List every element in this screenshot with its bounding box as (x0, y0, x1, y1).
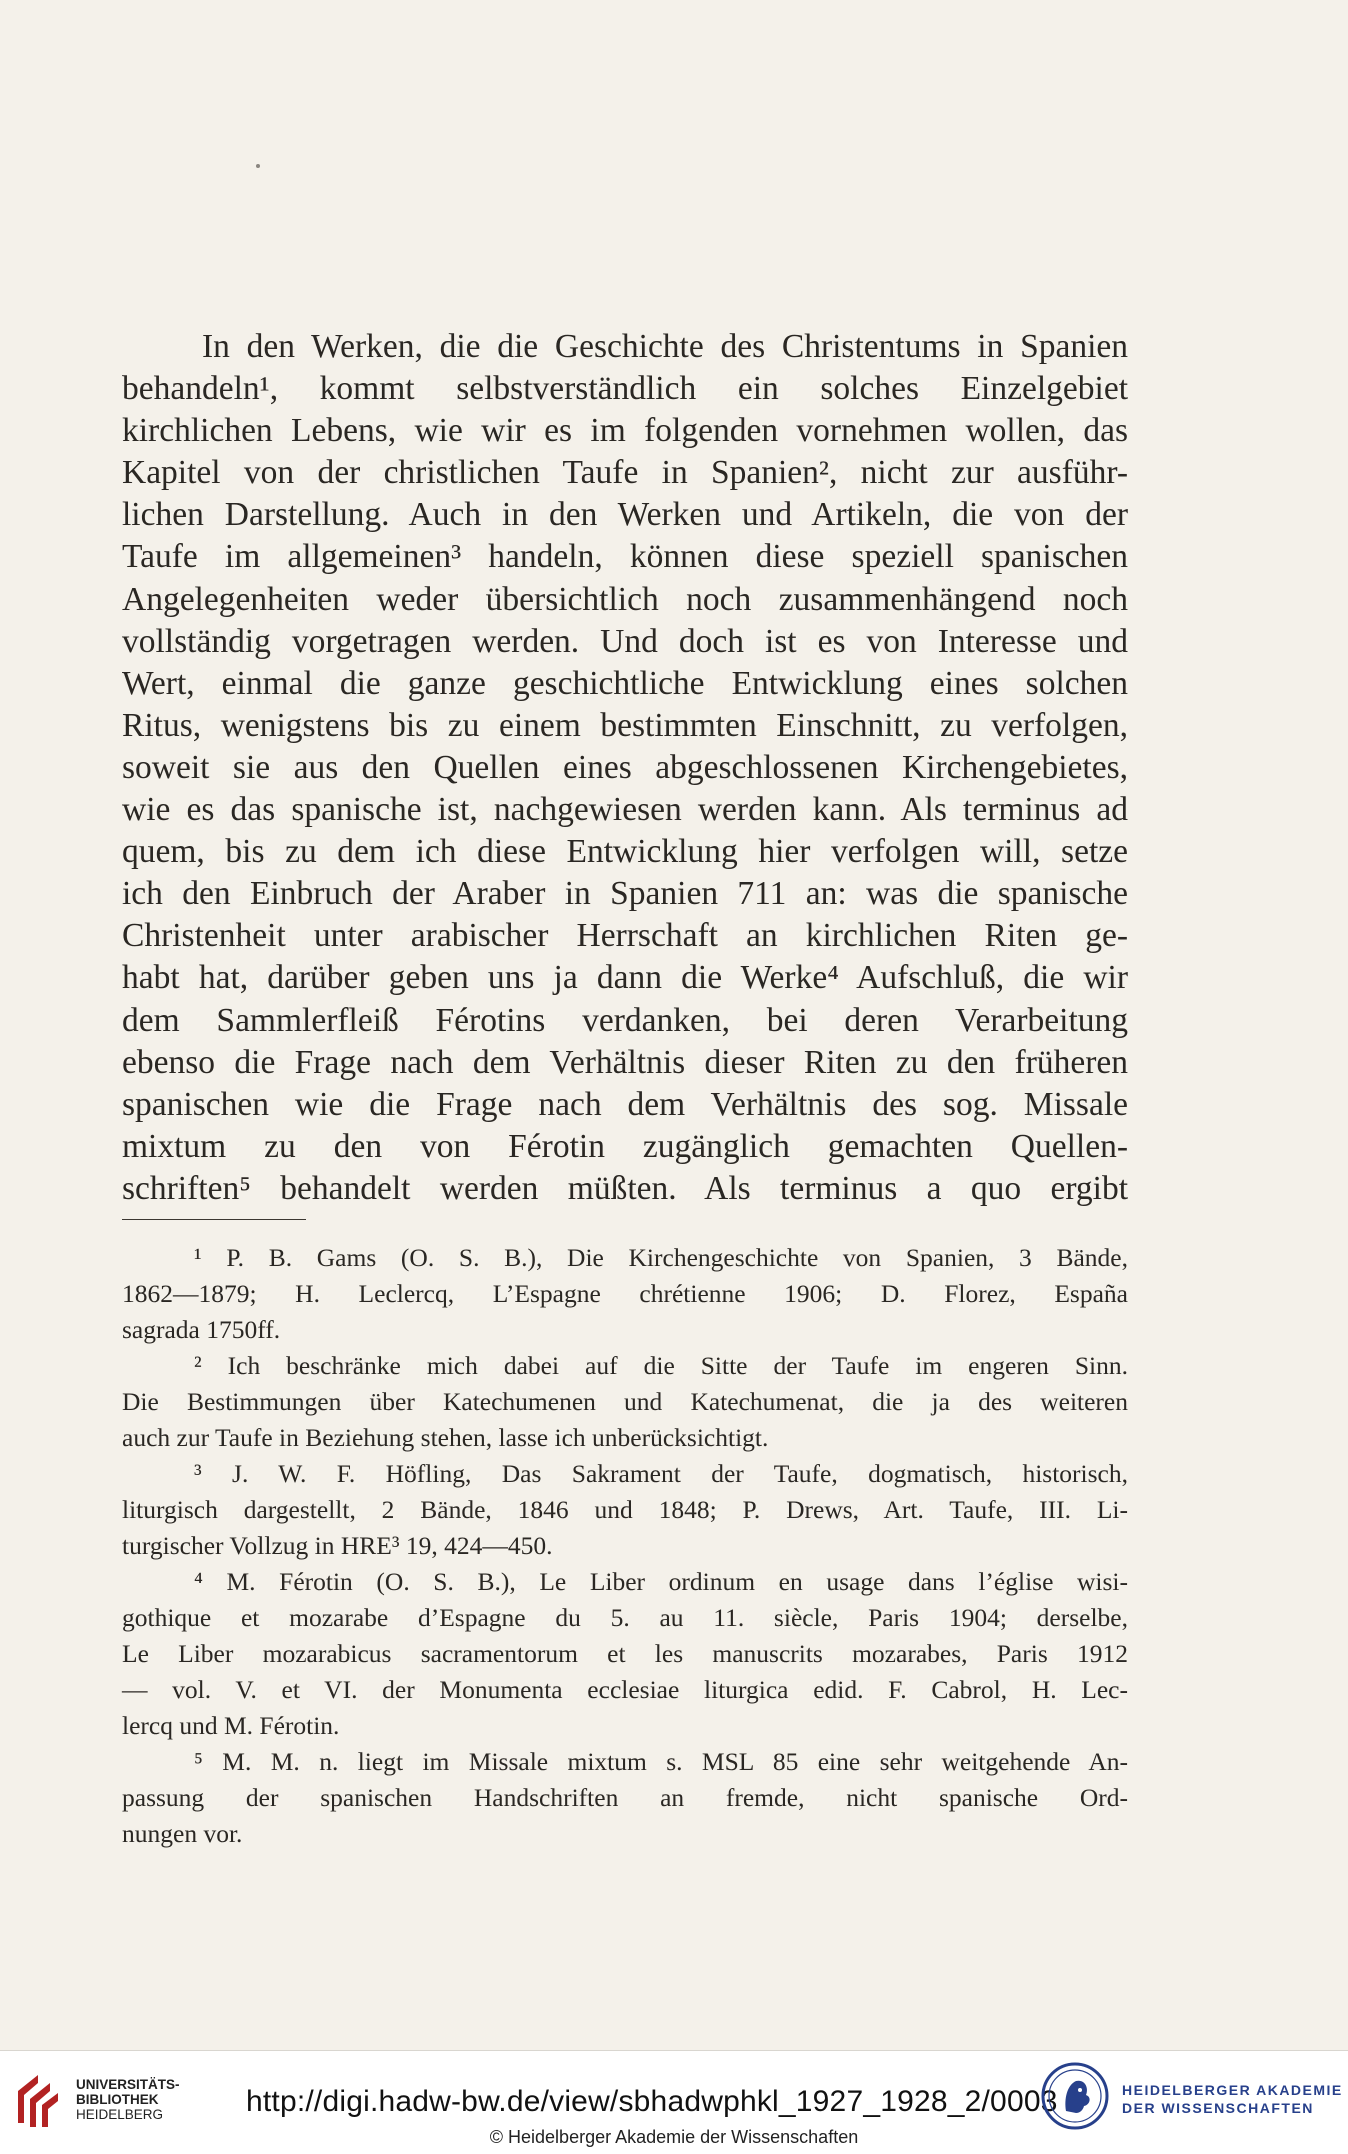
body-line: mixtum zu den von Férotin zugänglich gemachten Quellen- (122, 1127, 1128, 1165)
body-line: Wert, einmal die ganze geschichtliche Entwicklung eines solchen (122, 664, 1128, 702)
body-line: wie es das spanische ist, nachgewiesen werden kann. Als terminus ad (122, 791, 1128, 829)
body-line: ebenso die Frage nach dem Verhältnis dieser Riten zu den früheren (122, 1043, 1128, 1081)
body-line: Christenheit unter arabischer Herrschaft an kirchlichen Riten ge- (122, 917, 1128, 955)
library-line-3: HEIDELBERG (76, 2107, 164, 2122)
body-line: Angelegenheiten weder übersichtlich noch zusammenhängend noch (122, 580, 1128, 618)
body-line: In den Werken, die die Geschichte des Christentums in Spanien (202, 328, 1128, 365)
viewer-footer (0, 2050, 1348, 2154)
footnote-line: gothique et mozarabe d’Espagne du 5. au 11. siècle, Paris 1904; derselbe, (122, 1603, 1128, 1632)
university-library-name (76, 2077, 180, 2122)
body-line: spanischen wie die Frage nach dem Verhältnis des sog. Missale (122, 1085, 1128, 1123)
academy-name (1122, 2081, 1343, 2117)
footnote-line: lercq und M. Férotin. (122, 1711, 340, 1740)
footnote-line: ¹ P. B. Gams (O. S. B.), Die Kirchengeschichte von Spanien, 3 Bände, (194, 1243, 1128, 1272)
body-line: Taufe im allgemeinen³ handeln, können diese speziell spanischen (122, 538, 1128, 576)
body-line: Ritus, wenigstens bis zu einem bestimmten Einschnitt, zu verfolgen, (122, 706, 1128, 744)
body-line: schriften⁵ behandelt werden müßten. Als terminus a quo ergibt (122, 1169, 1128, 1207)
permalink-url[interactable]: http://digi.hadw-bw.de/view/sbhadwphkl_1927_1928_2/0003 (246, 2085, 1058, 2118)
body-line: soweit sie aus den Quellen eines abgeschlossenen Kirchengebietes, (122, 748, 1128, 786)
footnotes (122, 1240, 1128, 1852)
academy-line-1: HEIDELBERGER AKADEMIE (1122, 2082, 1343, 2098)
body-line: Kapitel von der christlichen Taufe in Spanien², nicht zur ausführ- (122, 454, 1128, 492)
footnote-line: ⁴ M. Férotin (O. S. B.), Le Liber ordinum en usage dans l’église wisi- (194, 1567, 1128, 1596)
body-line: habt hat, darüber geben uns ja dann die Werke⁴ Aufschluß, die wir (122, 959, 1128, 997)
body-line: ich den Einbruch der Araber in Spanien 711 an: was die spanische (122, 875, 1128, 913)
footnote-line: 1862—1879; H. Leclercq, L’Espagne chrétienne 1906; D. Florez, España (122, 1279, 1128, 1308)
footnote-line: liturgisch dargestellt, 2 Bände, 1846 und 1848; P. Drews, Art. Taufe, III. Li- (122, 1495, 1128, 1524)
footnote-line: turgischer Vollzug in HRE³ 19, 424—450. (122, 1531, 553, 1560)
body-line: lichen Darstellung. Auch in den Werken und Artikeln, die von der (122, 496, 1128, 534)
footnote-line: passung der spanischen Handschriften an fremde, nicht spanische Ord- (122, 1783, 1128, 1812)
footnote-line: ² Ich beschränke mich dabei auf die Sitte der Taufe im engeren Sinn. (194, 1351, 1128, 1380)
footnote-line: Le Liber mozarabicus sacramentorum et les manuscrits mozarabes, Paris 1912 (122, 1639, 1128, 1668)
speck-mark (256, 164, 260, 168)
footnote-line: Die Bestimmungen über Katechumenen und Katechumenat, die ja des weiteren (122, 1387, 1128, 1416)
footnote-line: ⁵ M. M. n. liegt im Missale mixtum s. MSL 85 eine sehr weitgehende An- (194, 1747, 1128, 1776)
body-line: behandeln¹, kommt selbstverständlich ein solches Einzelgebiet (122, 370, 1128, 408)
academy-seal-icon (1040, 2061, 1110, 2131)
body-line: quem, bis zu dem ich diese Entwicklung hier verfolgen will, setze (122, 833, 1128, 871)
footnote-line: nungen vor. (122, 1819, 243, 1848)
footnote-line: auch zur Taufe in Beziehung stehen, lasse ich unberücksichtigt. (122, 1423, 769, 1452)
footnote-line: ³ J. W. F. Höfling, Das Sakrament der Taufe, dogmatisch, historisch, (194, 1459, 1128, 1488)
body-line: dem Sammlerfleiß Férotins verdanken, bei deren Verarbeitung (122, 1001, 1128, 1039)
library-line-1: UNIVERSITÄTS- (76, 2077, 180, 2092)
library-line-2: BIBLIOTHEK (76, 2092, 159, 2107)
academy-line-2: DER WISSENSCHAFTEN (1122, 2100, 1314, 2116)
footnote-line: sagrada 1750ff. (122, 1315, 281, 1344)
footnote-rule (122, 1219, 306, 1220)
body-text (122, 326, 1128, 1210)
body-line: kirchlichen Lebens, wie wir es im folgenden vornehmen wollen, das (122, 412, 1128, 450)
body-line: vollständig vorgetragen werden. Und doch ist es von Interesse und (122, 622, 1128, 660)
copyright-notice: © Heidelberger Akademie der Wissenschaften (489, 2127, 859, 2147)
university-library-logo-icon (12, 2069, 62, 2129)
footnote-line: — vol. V. et VI. der Monumenta ecclesiae liturgica edid. F. Cabrol, H. Lec- (122, 1675, 1128, 1704)
